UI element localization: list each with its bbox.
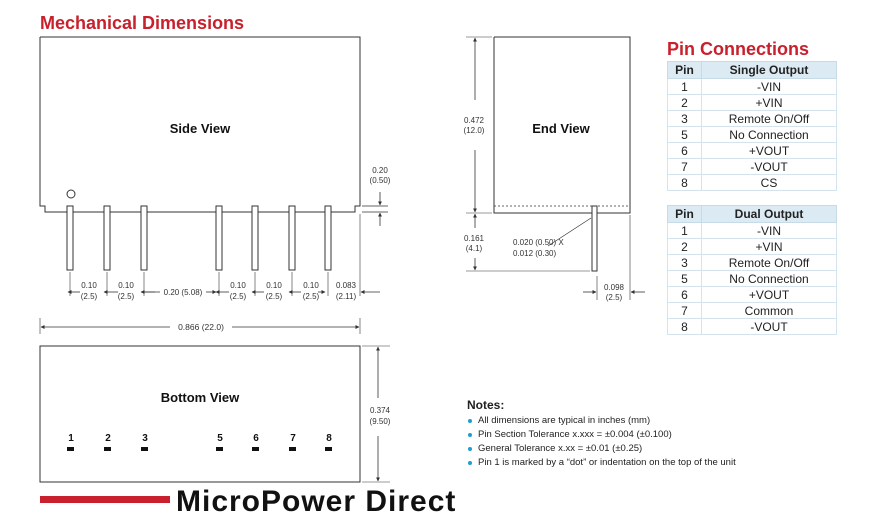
side-height-dim-in: 0.20 [372, 166, 388, 175]
side-pin-8 [325, 206, 331, 270]
pin-function: No Connection [702, 271, 837, 287]
pin-function: +VOUT [702, 143, 837, 159]
end-height-dim-mm: (12.0) [463, 126, 485, 135]
single-table-header-function: Single Output [702, 62, 837, 79]
pin-number: 7 [668, 303, 702, 319]
bottom-pin-pad-6 [252, 447, 259, 451]
bottom-pin-pad-3 [141, 447, 148, 451]
single-output-pin-table [667, 61, 837, 191]
pin-size-dim-2: 0.012 (0.30) [513, 249, 557, 258]
side-pin-7 [289, 206, 295, 270]
pin-function: +VIN [702, 239, 837, 255]
table-row [668, 319, 837, 335]
bottom-width-dim-mm: (9.50) [369, 417, 391, 426]
side-pin-6 [252, 206, 258, 270]
end-view [463, 37, 645, 300]
bottom-pin-pad-7 [289, 447, 296, 451]
overall-length-dim: 0.866 (22.0) [178, 322, 224, 332]
table-row [668, 175, 837, 191]
pitch-dim-6-mm: (2.5) [302, 292, 320, 301]
bottom-pin-num-3: 3 [142, 433, 148, 444]
bottom-pin-pads [67, 447, 332, 451]
dual-table-header-function: Dual Output [702, 206, 837, 223]
pin-length-dim-in: 0.161 [463, 234, 485, 243]
side-pin-3 [141, 206, 147, 270]
pitch-dim-2-mm: (2.5) [117, 292, 135, 301]
end-view-pin [592, 206, 597, 271]
pin-size-dim-1: 0.020 (0.50) X [513, 238, 564, 247]
side-height-dim-mm: (0.50) [369, 176, 391, 185]
table-row [668, 143, 837, 159]
notes-section [467, 398, 827, 470]
pin-number: 6 [668, 287, 702, 303]
pitch-dim-1-in: 0.10 [81, 281, 97, 290]
footer-logo: MicroPower Direct [176, 485, 457, 518]
pin-function: Common [702, 303, 837, 319]
bottom-pin-pad-8 [325, 447, 332, 451]
pin-number: 2 [668, 239, 702, 255]
bottom-width-dim-in: 0.374 [369, 406, 391, 415]
pin-length-dim-mm: (4.1) [465, 244, 483, 253]
bottom-view-label: Bottom View [160, 390, 240, 405]
pin-connections-title: Pin Connections [667, 39, 810, 59]
side-view-label: Side View [169, 121, 231, 136]
pitch-dim-6-in: 0.10 [303, 281, 319, 290]
bottom-pin-num-6: 6 [253, 433, 259, 444]
bottom-view [40, 346, 390, 482]
table-row [668, 303, 837, 319]
pin-function: -VIN [702, 223, 837, 239]
offset-dim-in: 0.098 [603, 283, 625, 292]
bottom-pin-num-8: 8 [326, 433, 332, 444]
bottom-view-body [40, 346, 360, 482]
notes-title: Notes: [467, 398, 505, 412]
pin-number: 5 [668, 271, 702, 287]
side-pin-1 [67, 206, 73, 270]
pin-function: CS [702, 175, 837, 191]
list-item: Pin Section Tolerance x.xxx = ±0.004 (±0.100) [467, 428, 827, 442]
pin-function: -VOUT [702, 159, 837, 175]
pitch-dim-5-in: 0.10 [266, 281, 282, 290]
pin-number: 5 [668, 127, 702, 143]
pitch-dim-1-mm: (2.5) [80, 292, 98, 301]
pin-function: -VOUT [702, 319, 837, 335]
pin-number: 1 [668, 79, 702, 95]
pitch-dim-4-in: 0.10 [230, 281, 246, 290]
dual-output-pin-table [667, 205, 837, 335]
list-item: All dimensions are typical in inches (mm) [467, 414, 827, 428]
pin1-dot [67, 190, 75, 198]
pin-function: Remote On/Off [702, 255, 837, 271]
pin-function: No Connection [702, 127, 837, 143]
end-height-dim-in: 0.472 [463, 116, 485, 125]
bottom-pin-pad-5 [216, 447, 223, 451]
pitch-dim-3: 0.20 (5.08) [163, 288, 203, 297]
list-item: Pin 1 is marked by a “dot” or indentation on the top of the unit [467, 456, 827, 470]
table-row [668, 255, 837, 271]
pin-function: +VOUT [702, 287, 837, 303]
pin-function: +VIN [702, 95, 837, 111]
table-row [668, 79, 837, 95]
table-row [668, 271, 837, 287]
bottom-pin-num-5: 5 [217, 433, 223, 444]
dual-table-header-pin: Pin [668, 206, 702, 223]
list-item: General Tolerance x.xx = ±0.01 (±0.25) [467, 442, 827, 456]
pin-number: 1 [668, 223, 702, 239]
footer-accent-bar [40, 496, 170, 503]
pitch-dim-7-in: 0.083 [335, 281, 357, 290]
pitch-dim-7-mm: (2.11) [335, 292, 357, 301]
pin-number: 3 [668, 111, 702, 127]
pin-number: 8 [668, 175, 702, 191]
table-row [668, 159, 837, 175]
pitch-dim-4-mm: (2.5) [229, 292, 247, 301]
pin-number: 6 [668, 143, 702, 159]
table-row [668, 111, 837, 127]
pin-number: 2 [668, 95, 702, 111]
pin-number: 7 [668, 159, 702, 175]
offset-dim-mm: (2.5) [605, 293, 623, 302]
bottom-pin-num-1: 1 [68, 433, 74, 444]
bottom-pin-num-7: 7 [290, 433, 296, 444]
pin-number: 8 [668, 319, 702, 335]
bottom-pin-pad-1 [67, 447, 74, 451]
table-row [668, 223, 837, 239]
table-row [668, 239, 837, 255]
table-row [668, 95, 837, 111]
pin-function: Remote On/Off [702, 111, 837, 127]
table-row [668, 287, 837, 303]
table-row [668, 127, 837, 143]
mechanical-dimensions-title: Mechanical Dimensions [40, 13, 245, 33]
end-view-label: End View [532, 121, 590, 136]
pitch-dim-2-in: 0.10 [118, 281, 134, 290]
bottom-pin-num-2: 2 [105, 433, 111, 444]
notes-list [467, 414, 827, 470]
side-pin-2 [104, 206, 110, 270]
pin-number: 3 [668, 255, 702, 271]
bottom-pin-pad-2 [104, 447, 111, 451]
pitch-dim-5-mm: (2.5) [265, 292, 283, 301]
single-table-header-pin: Pin [668, 62, 702, 79]
side-pin-5 [216, 206, 222, 270]
pin-function: -VIN [702, 79, 837, 95]
